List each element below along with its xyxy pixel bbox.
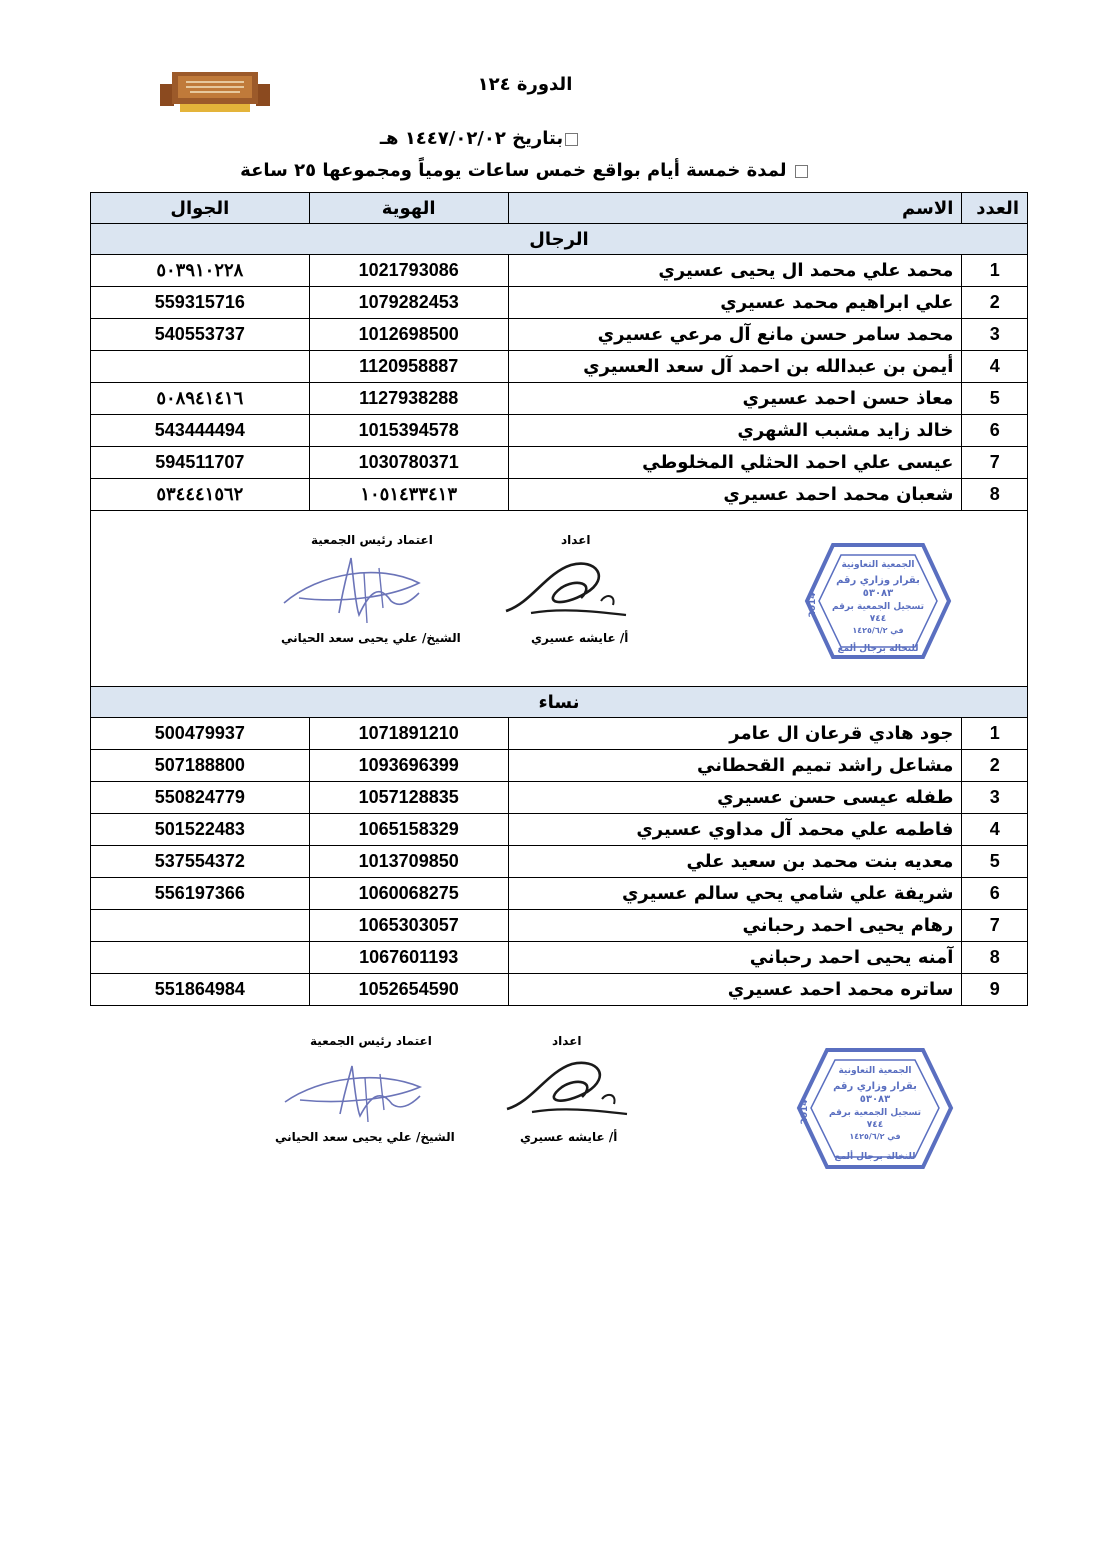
row-number: 6: [962, 878, 1028, 910]
duration-text: لمدة خمسة أيام بواقع خمس ساعات يومياً ومجموعها ٢٥ ساعة: [240, 160, 787, 181]
stamp-line-decree-number: ٥٣٠٨٣: [862, 588, 894, 599]
row-id: ١٠٥١٤٣٣٤١٣: [309, 479, 508, 511]
women-section: [91, 687, 1028, 1006]
signature-block: [91, 511, 1027, 686]
table-row: [91, 942, 1028, 974]
row-phone: 556197366: [91, 878, 310, 910]
row-id: 1057128835: [309, 782, 508, 814]
stamp-line-decree-number: ٥٣٠٨٣: [859, 1094, 891, 1105]
date-text: بتاريخ ١٤٤٧/٠٢/٠٢ هـ: [379, 128, 564, 149]
approver-name: الشيخ/ علي يحيى سعد الحياني: [275, 1130, 455, 1144]
row-number: 2: [962, 750, 1028, 782]
row-name: فاطمه علي محمد آل مداوي عسيري: [508, 814, 962, 846]
row-name: ساتره محمد احمد عسيري: [508, 974, 962, 1006]
row-number: 3: [962, 319, 1028, 351]
row-name: علي ابراهيم محمد عسيري: [508, 287, 962, 319]
date-line: [300, 128, 660, 149]
signature-cell: [91, 511, 1028, 687]
row-name: معاذ حسن احمد عسيري: [508, 383, 962, 415]
row-number: 5: [962, 383, 1028, 415]
preparer-name: أ/ عايشه عسيري: [531, 631, 629, 645]
row-id: 1060068275: [309, 878, 508, 910]
row-name: شريفة علي شامي يحي سالم عسيري: [508, 878, 962, 910]
row-phone: ٥٠٣٩١٠٢٢٨: [91, 255, 310, 287]
header-phone: الجوال: [91, 193, 310, 224]
row-phone: ٥٠٨٩٤١٤١٦: [91, 383, 310, 415]
course-title: الدورة ١٢٤: [477, 74, 573, 95]
row-id: 1093696399: [309, 750, 508, 782]
row-id: 1079282453: [309, 287, 508, 319]
row-phone: [91, 351, 310, 383]
stamp-line-date: في ١٤٢٥/٦/٢: [849, 1132, 901, 1141]
row-phone: 550824779: [91, 782, 310, 814]
row-id: 1012698500: [309, 319, 508, 351]
men-section: [91, 224, 1028, 511]
preparer-label: اعداد: [561, 533, 591, 547]
men-section-title: الرجال: [91, 224, 1028, 255]
row-name: طفله عيسى حسن عسيري: [508, 782, 962, 814]
row-number: 5: [962, 846, 1028, 878]
table-row: [91, 782, 1028, 814]
row-id: 1015394578: [309, 415, 508, 447]
table-row: [91, 383, 1028, 415]
row-number: 8: [962, 479, 1028, 511]
association-stamp: [803, 541, 953, 661]
row-number: 1: [962, 718, 1028, 750]
row-number: 6: [962, 415, 1028, 447]
women-section-title: نساء: [91, 687, 1028, 718]
row-id: 1067601193: [309, 942, 508, 974]
row-number: 4: [962, 814, 1028, 846]
row-name: آمنه يحيى احمد رحباني: [508, 942, 962, 974]
row-number: 4: [962, 351, 1028, 383]
row-id: 1052654590: [309, 974, 508, 1006]
association-stamp: [795, 1046, 955, 1171]
row-id: 1013709850: [309, 846, 508, 878]
row-phone: ٥٣٤٤٤١٥٦٢: [91, 479, 310, 511]
table-row: [91, 319, 1028, 351]
signature-section: [91, 511, 1028, 687]
row-id: 1120958887: [309, 351, 508, 383]
row-name: محمد علي محمد ال يحيى عسيري: [508, 255, 962, 287]
stamp-line-registration: تسجيل الجمعية برقم: [828, 1108, 922, 1118]
section-heading-row: [91, 687, 1028, 718]
table-row: [91, 287, 1028, 319]
roster-table: [90, 192, 1028, 1006]
row-phone: 507188800: [91, 750, 310, 782]
row-name: معديه بنت محمد بن سعيد علي: [508, 846, 962, 878]
table-row: [91, 351, 1028, 383]
table-header-row: [91, 193, 1028, 224]
approver-label: اعتماد رئيس الجمعية: [311, 533, 433, 547]
stamp-line-year: 2014: [800, 1099, 810, 1125]
section-heading-row: [91, 224, 1028, 255]
approver-label: اعتماد رئيس الجمعية: [310, 1034, 432, 1048]
table-row: [91, 479, 1028, 511]
row-name: شعبان محمد احمد عسيري: [508, 479, 962, 511]
row-phone: 500479937: [91, 718, 310, 750]
row-name: محمد سامر حسن مانع آل مرعي عسيري: [508, 319, 962, 351]
table-row: [91, 447, 1028, 479]
row-name: عيسى علي احمد الحثلي المخلوطي: [508, 447, 962, 479]
preparer-signature: [502, 1054, 632, 1126]
table-row: [91, 846, 1028, 878]
stamp-line-registration-number: ٧٤٤: [869, 614, 887, 624]
row-id: 1071891210: [309, 718, 508, 750]
approver-name: الشيخ/ علي يحيى سعد الحياني: [281, 631, 461, 645]
stamp-line-date: في ١٤٢٥/٦/٢: [852, 626, 904, 635]
row-name: أيمن بن عبدالله بن احمد آل سعد العسيري: [508, 351, 962, 383]
row-id: 1021793086: [309, 255, 508, 287]
checkbox-icon: [565, 133, 578, 146]
approver-signature: [279, 553, 429, 633]
row-phone: 543444494: [91, 415, 310, 447]
row-number: 2: [962, 287, 1028, 319]
duration-line: [230, 160, 820, 181]
row-phone: 594511707: [91, 447, 310, 479]
signature-row: [91, 511, 1028, 687]
row-number: 8: [962, 942, 1028, 974]
stamp-line-place: للنخالة برجال ألمع: [837, 644, 919, 654]
row-number: 7: [962, 447, 1028, 479]
row-id: 1030780371: [309, 447, 508, 479]
row-number: 3: [962, 782, 1028, 814]
row-phone: [91, 910, 310, 942]
preparer-name: أ/ عايشه عسيري: [520, 1130, 618, 1144]
approver-signature: [280, 1062, 430, 1132]
row-id: 1065303057: [309, 910, 508, 942]
stamp-line-registration-number: ٧٤٤: [866, 1120, 884, 1130]
row-id: 1127938288: [309, 383, 508, 415]
table-row: [91, 255, 1028, 287]
bottom-signature-block: [90, 1026, 1028, 1176]
row-name: جود هادي قرعان ال عامر: [508, 718, 962, 750]
row-name: خالد زايد مشبب الشهري: [508, 415, 962, 447]
preparer-signature: [501, 553, 631, 628]
table-row: [91, 750, 1028, 782]
table-row: [91, 814, 1028, 846]
association-logo: [160, 68, 270, 114]
table-row: [91, 718, 1028, 750]
row-name: رهام يحيى احمد رحباني: [508, 910, 962, 942]
header-name: الاسم: [508, 193, 962, 224]
stamp-line-title: الجمعية التعاونية: [838, 1066, 912, 1076]
header-num: العدد: [962, 193, 1028, 224]
stamp-line-year: 2014: [808, 592, 818, 618]
checkbox-icon: [795, 165, 808, 178]
row-number: 7: [962, 910, 1028, 942]
table-row: [91, 910, 1028, 942]
stamp-line-title: الجمعية التعاونية: [841, 560, 915, 570]
row-id: 1065158329: [309, 814, 508, 846]
row-phone: 501522483: [91, 814, 310, 846]
stamp-line-decree: بقرار وزاري رقم: [836, 575, 920, 586]
table-row: [91, 415, 1028, 447]
row-name: مشاعل راشد تميم القحطاني: [508, 750, 962, 782]
table-row: [91, 974, 1028, 1006]
row-phone: 540553737: [91, 319, 310, 351]
preparer-label: اعداد: [552, 1034, 582, 1048]
stamp-line-place: للنخالة برجال ألمع: [834, 1152, 916, 1162]
row-phone: 537554372: [91, 846, 310, 878]
row-number: 9: [962, 974, 1028, 1006]
row-phone: 559315716: [91, 287, 310, 319]
header-id: الهوية: [309, 193, 508, 224]
stamp-line-decree: بقرار وزاري رقم: [833, 1081, 917, 1092]
row-phone: 551864984: [91, 974, 310, 1006]
row-number: 1: [962, 255, 1028, 287]
row-phone: [91, 942, 310, 974]
table-row: [91, 878, 1028, 910]
stamp-line-registration: تسجيل الجمعية برقم: [831, 602, 925, 612]
